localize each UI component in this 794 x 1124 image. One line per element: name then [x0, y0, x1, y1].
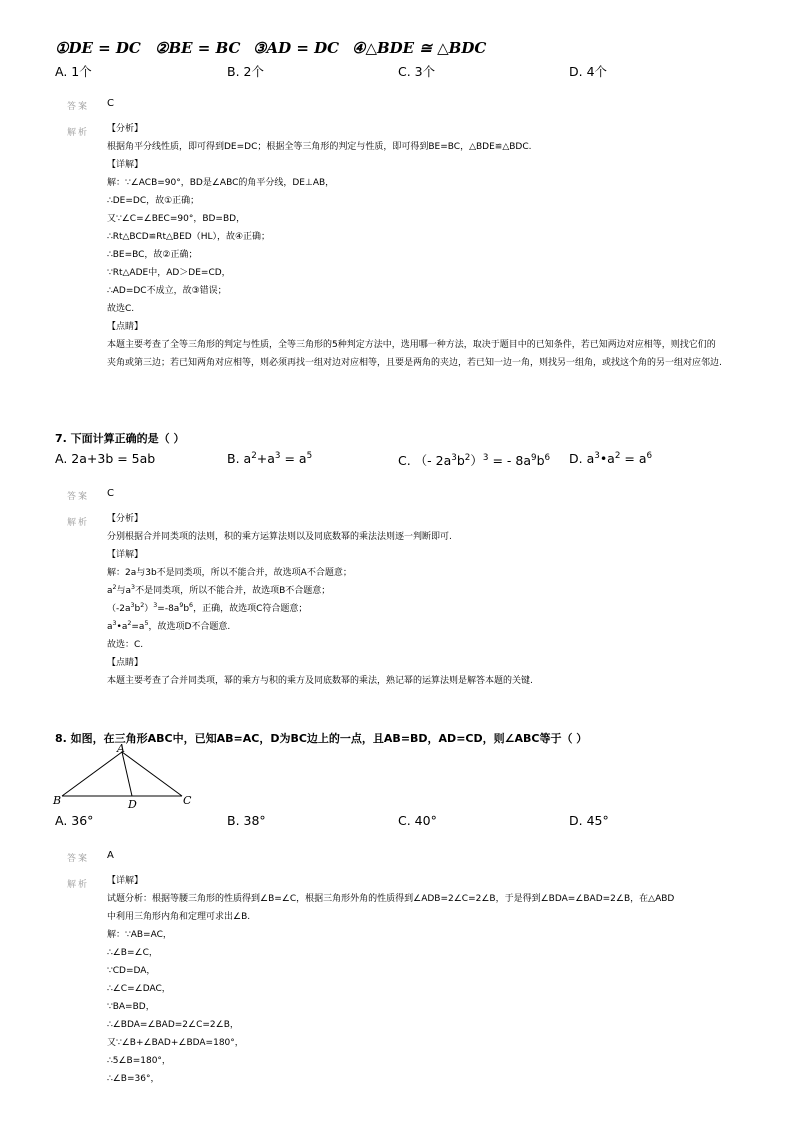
vertex-d: D [128, 798, 137, 811]
vertex-c: C [183, 794, 192, 807]
q7-line: 本题主要考查了合并同类项，幂的乘方与积的乘方及同底数幂的乘法，熟记幂的运算法则是解答本题的关键. [107, 676, 533, 686]
q8-option-c[interactable]: C. 40° [398, 813, 437, 828]
vertex-a: A [117, 742, 125, 755]
q8-answer: A [107, 850, 114, 861]
q6-line: 解：∵∠ACB=90°，BD是∠ABC的角平分线，DE⊥AB， [107, 178, 335, 188]
q8-line: ∴∠C=∠DAC， [107, 984, 171, 994]
q7-option-c[interactable]: C. （- $2a^3b^2)^3$ = - $8a^9b^6$ [398, 452, 551, 468]
q8-line: 【详解】 [107, 876, 144, 886]
analysis-label: 解析 [67, 880, 90, 890]
q6-option-a[interactable]: A. 1个 [55, 64, 92, 79]
q8-option-d[interactable]: D. 45° [569, 813, 609, 828]
q8-option-b[interactable]: B. 38° [227, 813, 266, 828]
q6-line: 【点睛】 [107, 322, 144, 332]
q6-line: 【分析】 [107, 124, 144, 134]
q7-line: $a^3•a^2=a^5$，故选项D不合题意. [107, 620, 231, 632]
q6-line: ∵Rt△ADE中，AD＞DE=CD， [107, 268, 231, 278]
q7-option-a[interactable]: A. 2a+3b = 5ab [55, 451, 156, 466]
q6-line: 【详解】 [107, 160, 144, 170]
vertex-b: B [53, 794, 62, 807]
q6-line: ∴Rt△BCD≌Rt△BED（HL），故④正确； [107, 232, 271, 242]
triangle-figure [50, 742, 200, 812]
q7-option-d[interactable]: D. $a^3•a^2 = a^6$ [569, 450, 653, 466]
q8-line: ∴5∠B=180°， [107, 1056, 171, 1066]
q6-line: 又∵∠C=∠BEC=90°，BD=BD， [107, 214, 246, 224]
q8-line: 中利用三角形内角和定理可求出∠B. [107, 912, 251, 922]
q6-option-c[interactable]: C. 3个 [398, 64, 436, 79]
q7-line: 分别根据合并同类项的法则，积的乘方运算法则以及同底数幂的乘法法则逐一判断即可. [107, 532, 452, 542]
q7-line: 【分析】 [107, 514, 144, 524]
side-ab [62, 752, 122, 796]
statement-3: ③AD = DC [253, 39, 340, 57]
analysis-label: 解析 [67, 128, 90, 138]
q8-line: 解：∵AB=AC， [107, 930, 172, 940]
q6-line: ∴DE=DC，故①正确； [107, 196, 200, 206]
q6-comment: 本题主要考查了全等三角形的判定与性质，全等三角形的5种判定方法中，选用哪一种方法，取决于题目中的已知条件，若已知两边对应相等，则找它们的夹角或第三边；若已知两角对应相等，则必须再找一组对边对应相等，且要是两角的夹边，若已知一边一角，则找另一组角，或找这个角的另一组对应邻边. [107, 340, 722, 368]
q8-line: 试题分析：根据等腰三角形的性质得到∠B=∠C，根据三角形外角的性质得到∠ADB=2∠C=2∠B，于是得到∠BDA=∠BAD=2∠B，在△ABD [107, 894, 675, 904]
answer-label: 答案 [67, 102, 90, 112]
q7-line: $(-2a^3b^2)^3=-8a^9b^6$，正确，故选项C符合题意； [107, 602, 308, 614]
q8-line: ∵CD=DA， [107, 966, 156, 976]
q7-line: 解：2a与3b不是同类项，所以不能合并，故选项A不合题意； [107, 568, 352, 578]
q8-line: ∵BA=BD， [107, 1002, 155, 1012]
q7-line: 故选：C. [107, 640, 144, 650]
q6-option-b[interactable]: B. 2个 [227, 64, 264, 79]
analysis-label: 解析 [67, 518, 90, 528]
q7-title: 7. 下面计算正确的是（ ） [55, 432, 185, 445]
q7-line: 【点睛】 [107, 658, 144, 668]
q8-line: ∴∠B=∠C， [107, 948, 158, 958]
q7-line: $a^2$与$a^3$不是同类项，所以不能合并，故选项B不合题意； [107, 584, 331, 596]
answer-label: 答案 [67, 492, 90, 502]
q6-line: ∴BE=BC，故②正确； [107, 250, 198, 260]
q7-option-b[interactable]: B. $a^2+a^3 = a^5$ [227, 450, 313, 466]
q6-line: 故选C. [107, 304, 135, 314]
statement-1: ①DE = DC [55, 39, 141, 57]
q7-answer: C [107, 488, 114, 499]
q8-title: 8. 如图，在三角形ABC中，已知AB=AC，D为BC边上的一点，且AB=BD，AD=CD，则∠ABC等于（ ） [55, 732, 588, 745]
q8-line: ∴∠BDA=∠BAD=2∠C=2∠B， [107, 1020, 239, 1030]
statement-4: ④△BDE ≅ △BDC [352, 39, 487, 57]
q8-line: 又∵∠B+∠BAD+∠BDA=180°， [107, 1038, 244, 1048]
q6-answer: C [107, 98, 114, 109]
statement-2: ②BE = BC [155, 39, 241, 57]
q7-line: 【详解】 [107, 550, 144, 560]
q6-option-d[interactable]: D. 4个 [569, 64, 608, 79]
answer-label: 答案 [67, 854, 90, 864]
q8-option-a[interactable]: A. 36° [55, 813, 94, 828]
q8-line: ∴∠B=36°， [107, 1074, 160, 1084]
q6-line: 根据角平分线性质，即可得到DE=DC；根据全等三角形的判定与性质，即可得到BE=BC，△BDE≌△BDC. [107, 142, 532, 152]
q6-line: ∴AD=DC不成立，故③错误； [107, 286, 227, 296]
